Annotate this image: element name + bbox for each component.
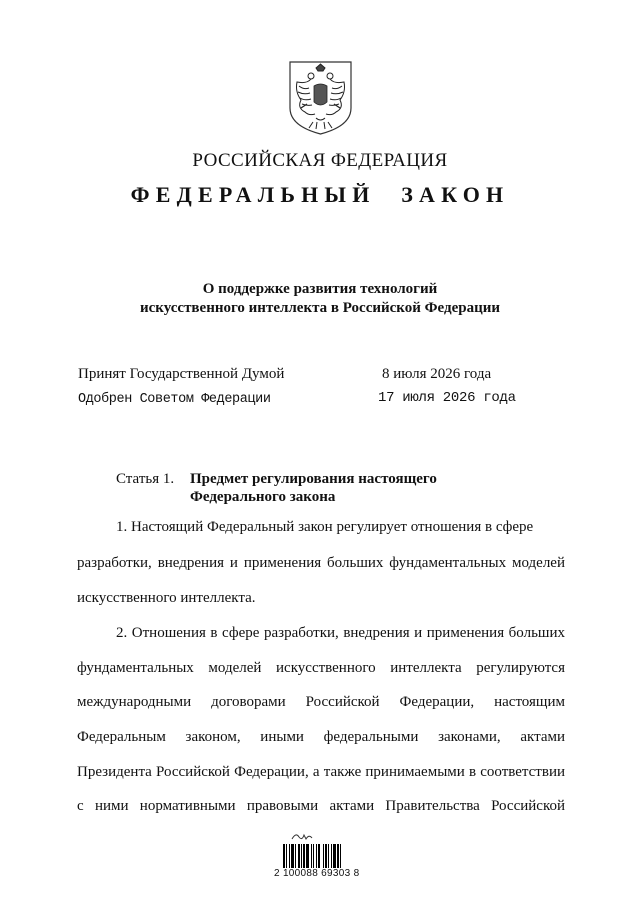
paragraph-2-line-1: 2. Отношения в сфере разработки, внедрения и применения больших	[116, 625, 565, 641]
paragraph-1-line-1: 1. Настоящий Федеральный закон регулирует отношения в сфере	[116, 519, 534, 535]
paragraph-2-line-3: международными договорами Российской Федерации, настоящим	[77, 694, 565, 710]
initials-mark-icon	[290, 830, 314, 842]
paragraph-1-line-2: разработки, внедрения и применения больших фундаментальных моделей	[77, 555, 565, 571]
paragraph-2-line-4: Федеральным законом, иными федеральными законами, актами	[77, 729, 565, 745]
article-title-line-2: Федерального закона	[190, 489, 336, 505]
article-number: Статья 1.	[116, 471, 175, 487]
law-title-line-1: О поддержке развития технологий	[202, 281, 438, 297]
paragraph-2-line-2: фундаментальных моделей искусственного интеллекта регулируются	[77, 660, 565, 676]
paragraph-2-line-5: Президента Российской Федерации, а также принимаемыми в соответствии	[77, 764, 565, 780]
duma-adoption-label: Принят Государственной Думой	[78, 366, 285, 382]
barcode-number: 2 100088 69303 8	[274, 868, 360, 879]
paragraph-2-line-6: с ними нормативными правовыми актами Правительства Российской	[77, 798, 565, 814]
paragraph-1-line-3: искусственного интеллекта.	[77, 590, 256, 606]
document-type: ФЕДЕРАЛЬНЫЙ ЗАКОН	[130, 182, 510, 207]
duma-adoption-date: 8 июля 2026 года	[382, 366, 492, 382]
law-title-line-2: искусственного интеллекта в Российской Федерации	[139, 300, 501, 316]
council-approval-date: 17 июля 2026 года	[378, 390, 516, 406]
article-1-heading	[116, 470, 437, 505]
barcode	[283, 844, 357, 868]
article-title-line-1: Предмет регулирования настоящего	[190, 471, 437, 487]
law-title	[0, 280, 640, 318]
council-approval-label: Одобрен Советом Федерации	[78, 392, 271, 407]
article-title	[190, 470, 490, 506]
state-emblem-icon	[287, 60, 354, 136]
country-name: РОССИЙСКАЯ ФЕДЕРАЦИЯ	[192, 150, 448, 171]
